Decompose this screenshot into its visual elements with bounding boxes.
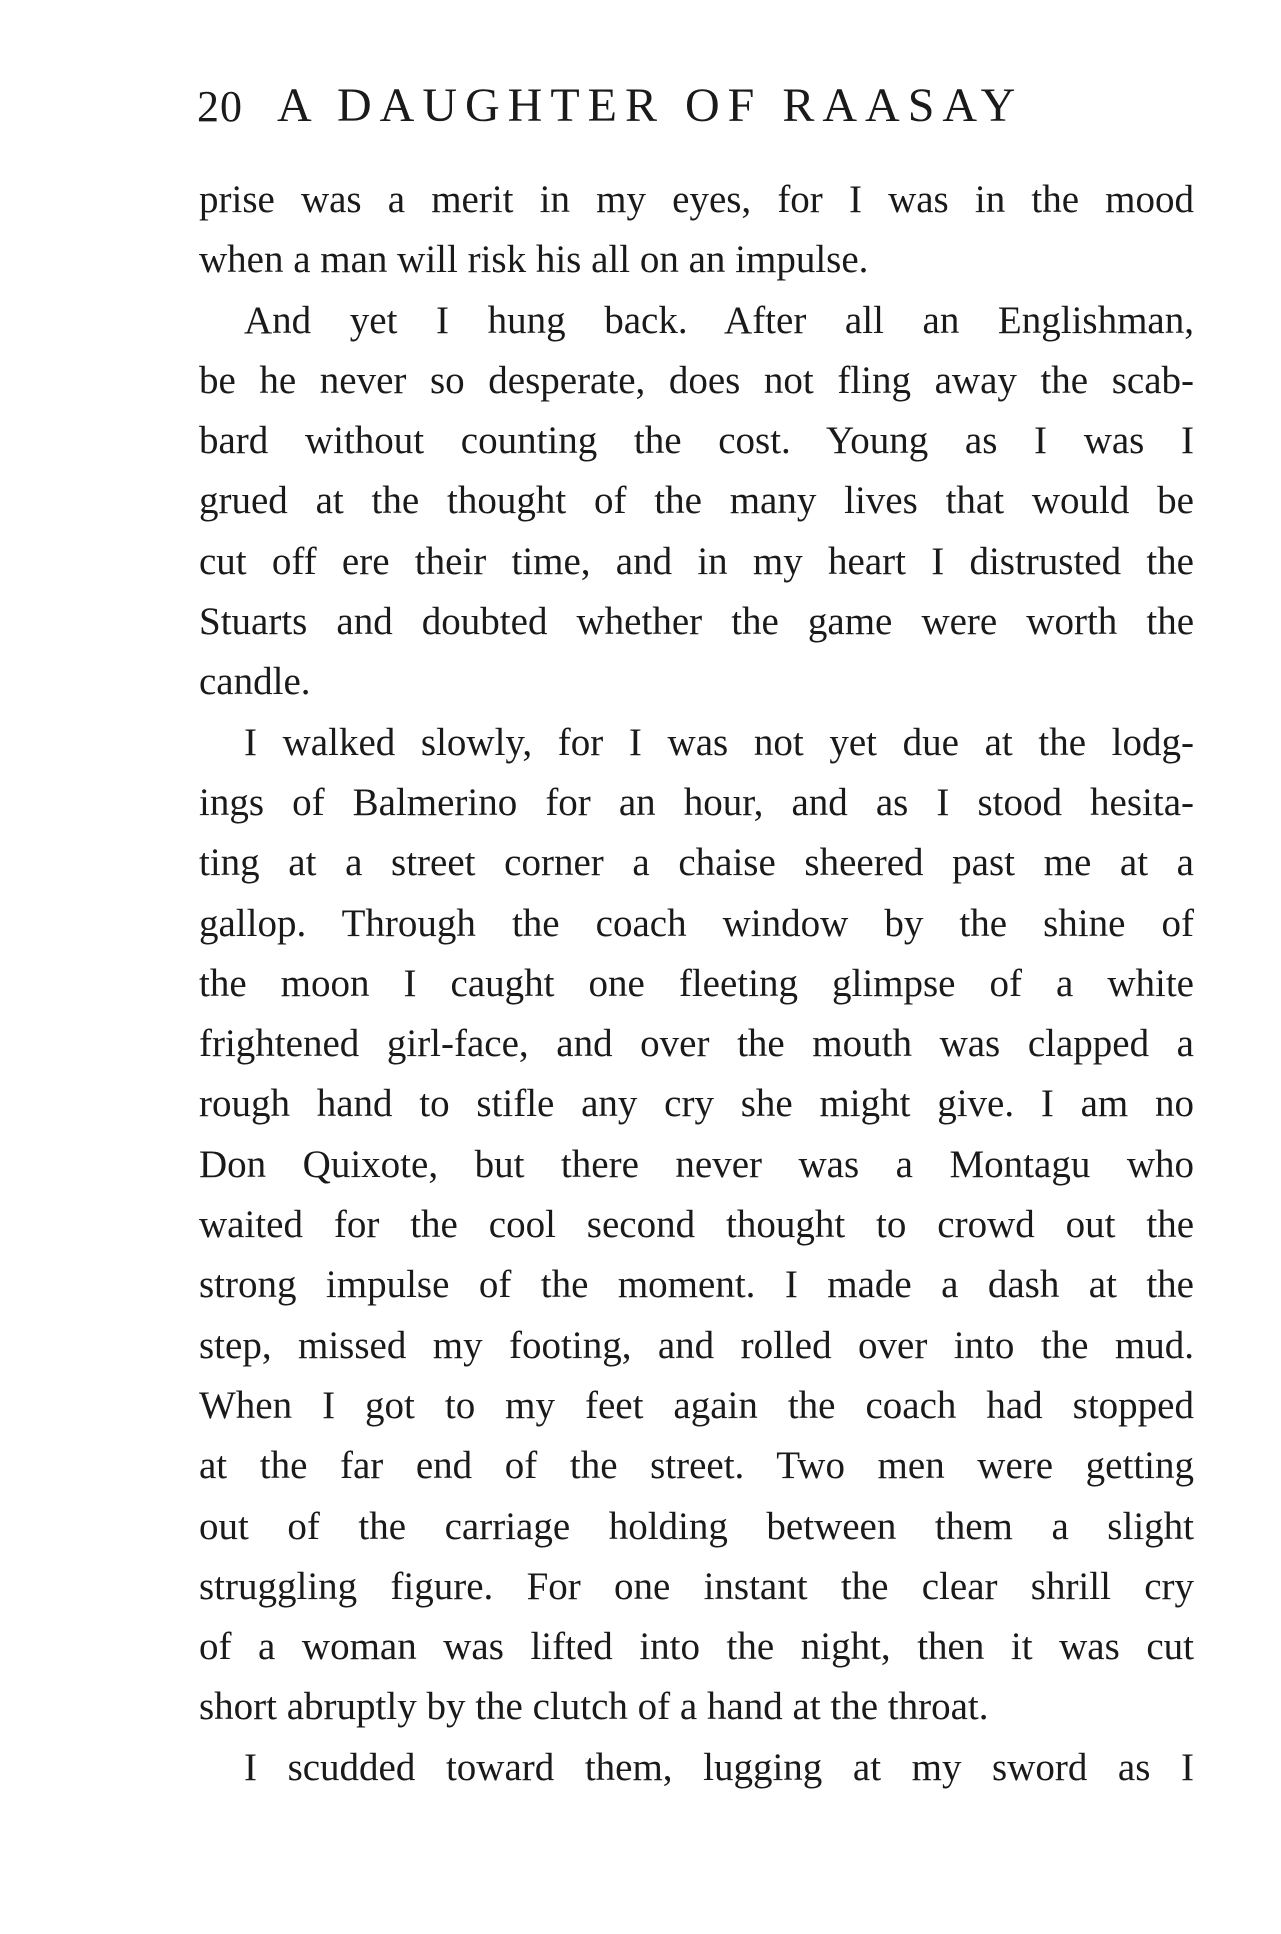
text-line: step, missed my footing, and rolled over into the mud. [199,1323,1194,1367]
text-line: at the far end of the street. Two men were getting [199,1444,1194,1488]
paragraph [199,1738,1194,1798]
text-line: ting at a street corner a chaise sheered past me at a [199,841,1194,885]
text-line: be he never so desperate, does not fling away the scab- [199,358,1194,402]
text-line: rough hand to stifle any cry she might give. I am no [199,1082,1194,1126]
text-line: the moon I caught one fleeting glimpse of a white [199,961,1194,1005]
text-line: I scudded toward them, lugging at my sword as I [244,1745,1194,1789]
text-line: out of the carriage holding between them a slight [199,1504,1194,1548]
text-line: prise was a merit in my eyes, for I was in the mood [199,178,1194,221]
text-line: candle. [199,660,311,704]
text-line: when a man will risk his all on an impulse. [199,238,869,282]
text-line: strong impulse of the moment. I made a dash at the [199,1263,1194,1307]
book-title: A DAUGHTER OF RAASAY [277,79,1024,132]
running-head [197,78,1197,148]
text-line: waited for the cool second thought to crowd out the [199,1203,1194,1247]
text-line: grued at the thought of the many lives that would be [199,479,1194,523]
text-line: Don Quixote, but there never was a Montagu who [199,1142,1194,1186]
paragraph [199,170,1194,291]
text-line: short abruptly by the clutch of a hand at the throat. [199,1685,989,1729]
text-line: cut off ere their time, and in my heart I distrusted the [199,539,1194,583]
text-line: And yet I hung back. After all an Englishman, [244,298,1194,342]
page-number: 20 [197,82,243,131]
paragraph [199,713,1194,1738]
text-line: ings of Balmerino for an hour, and as I stood hesita- [199,780,1194,824]
text-line: bard without counting the cost. Young as I was I [199,419,1194,463]
text-line: struggling figure. For one instant the clear shrill cry [199,1564,1194,1608]
text-line: I walked slowly, for I was not yet due at the lodg- [244,720,1194,764]
body-text [199,170,1194,1798]
text-line: When I got to my feet again the coach had stopped [199,1383,1194,1427]
text-line: Stuarts and doubted whether the game were worth the [199,600,1194,644]
paragraph [199,291,1194,713]
text-line: of a woman was lifted into the night, then it was cut [199,1625,1194,1669]
text-line: frightened girl-face, and over the mouth was clapped a [199,1022,1194,1066]
text-line: gallop. Through the coach window by the shine of [199,901,1194,945]
